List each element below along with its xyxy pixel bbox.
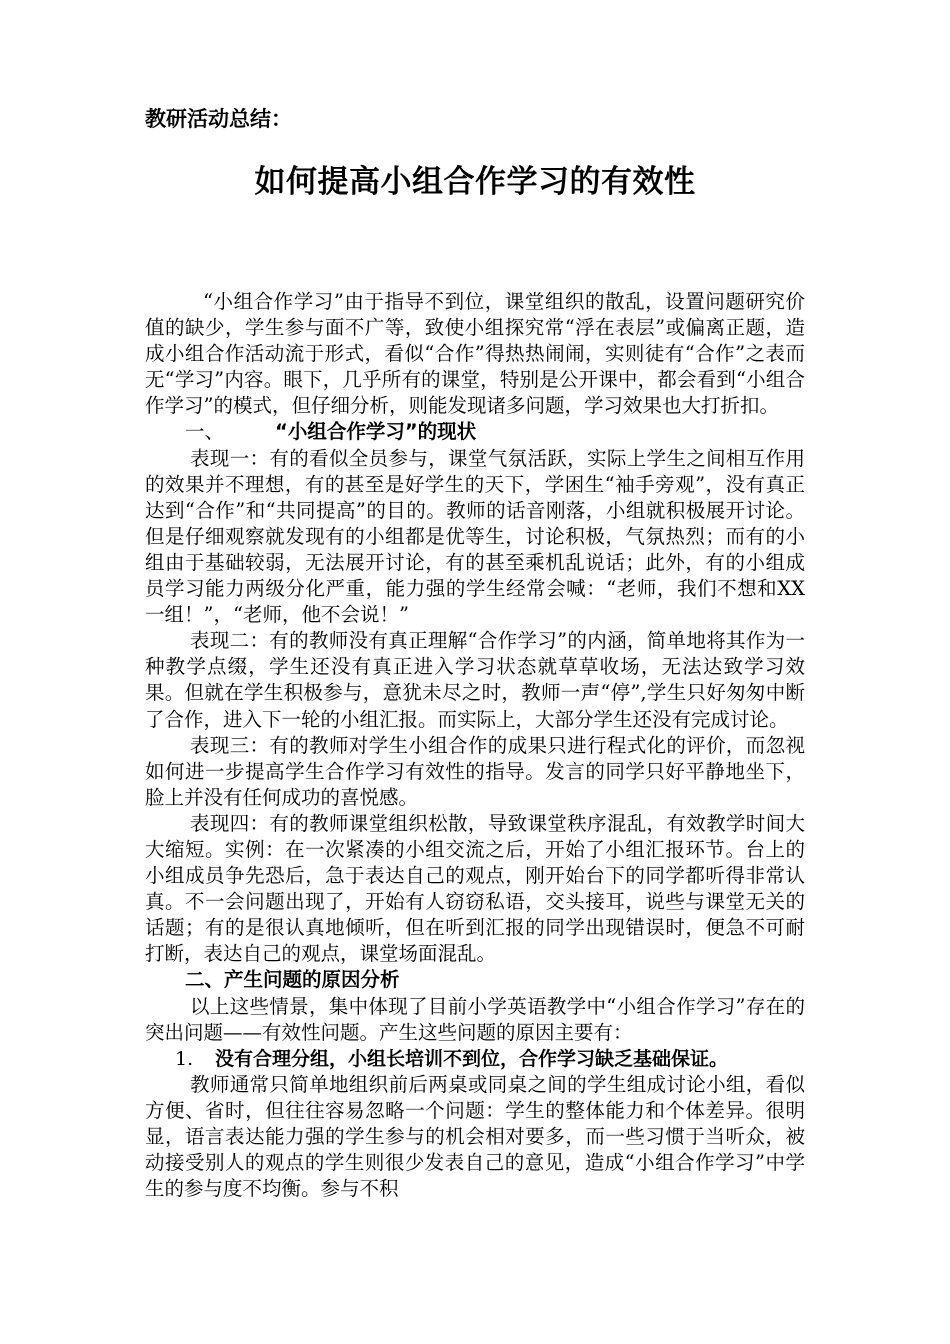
section-1-paragraph-2: 表现二：有的教师没有真正理解“合作学习”的内涵，简单地将其作为一种教学点缀，学生还没有真正进入学习状态就草草收场，无法达致学习效果。但就在学生积极参与，意犹未尽之时，教师一声“停”,学生只好匆匆中断了合作，进入下一轮的小组汇报。而实际上，大部分学生还没有完成讨论。 <box>145 629 805 731</box>
section-1-paragraph-1: 表现一：有的看似全员参与，课堂气氛活跃，实际上学生之间相互作用的效果并不理想，有的甚至是好学生的天下，学困生“袖手旁观”，没有真正达到“合作”和“共同提高”的目的。教师的话音刚落，小组就积极展开讨论。但是仔细观察就发现有的小组都是优等生，讨论积极，气氛热烈；而有的小组由于基础较弱，无法展开讨论，有的甚至乘机乱说话；此外，有的小组成员学习能力两级分化严重，能力强的学生经常会喊：“老师，我们不想和XX一组！”，“老师，他不会说！” <box>145 446 805 627</box>
item-1-number: 1. <box>175 1047 194 1070</box>
document-body <box>145 289 805 1202</box>
section-1-number: 一、 <box>185 420 225 444</box>
section-2-item-1-heading <box>145 1046 805 1072</box>
item-1-title: 没有合理分组，小组长培训不到位，合作学习缺乏基础保证。 <box>215 1047 729 1070</box>
section-2-paragraph: 以上这些情景，集中体现了目前小学英语教学中“小组合作学习”存在的突出问题——有效性问题。产生这些问题的原因主要有： <box>145 994 805 1044</box>
section-2-heading: 二、产生问题的原因分析 <box>185 968 400 992</box>
section-1-title: “小组合作学习”的现状 <box>275 420 477 444</box>
section-1-paragraph-4: 表现四：有的教师课堂组织松散，导致课堂秩序混乱，有效教学时间大大缩短。实例：在一次紧凑的小组交流之后，开始了小组汇报环节。台上的小组成员争先恐后，急于表达自己的观点，刚开始台下的同学都听得非常认真。不一会问题出现了，开始有人窃窃私语，交头接耳，说些与课堂无关的话题；有的是很认真地倾听，但在听到汇报的同学出现错误时，便急不可耐打断，表达自己的观点，课堂场面混乱。 <box>145 811 805 966</box>
section-1-paragraph-3: 表现三：有的教师对学生小组合作的成果只进行程式化的评价，而忽视如何进一步提高学生合作学习有效性的指导。发言的同学只好平静地坐下，脸上并没有任何成功的喜悦感。 <box>145 733 805 809</box>
section-1-heading <box>145 419 805 445</box>
section-2-item-1-paragraph: 教师通常只简单地组织前后两桌或同桌之间的学生组成讨论小组，看似方便、省时，但往往容易忽略一个问题：学生的整体能力和个体差异。很明显，语言表达能力强的学生参与的机会相对要多，而一些习惯于当听众，被动接受别人的观点的学生则很少发表自己的意见，造成“小组合作学习”中学生的参与度不均衡。参与不积 <box>145 1072 805 1201</box>
document-title: 如何提高小组合作学习的有效性 <box>254 164 696 200</box>
document-header: 教研活动总结： <box>145 107 292 131</box>
intro-paragraph: “小组合作学习”由于指导不到位，课堂组织的散乱，设置问题研究价值的缺少，学生参与面不广等，致使小组探究常“浮在表层”或偏离正题，造成小组合作活动流于形式，看似“合作”得热热闹闹，实则徒有“合作”之表而无“学习”内容。眼下，几乎所有的课堂，特别是公开课中，都会看到“小组合作学习”的模式，但仔细分析，则能发现诸多问题，学习效果也大打折扣。 <box>145 290 805 418</box>
